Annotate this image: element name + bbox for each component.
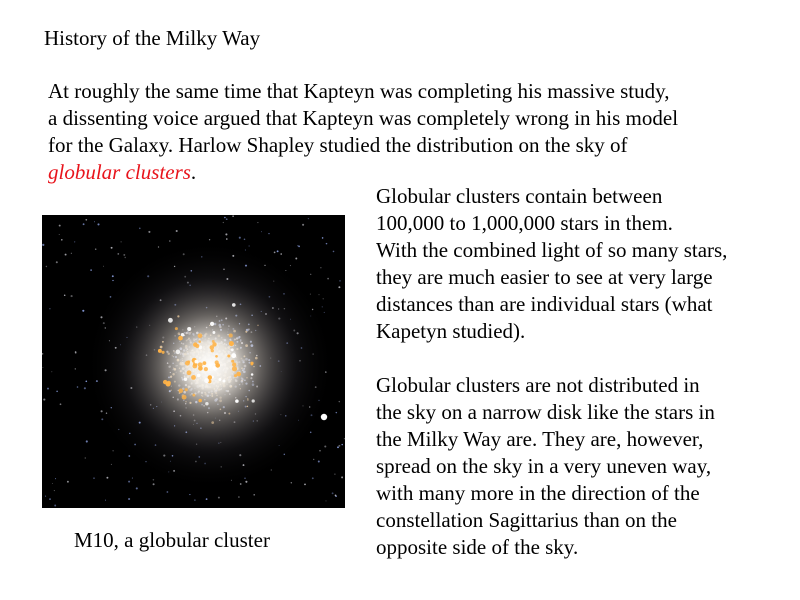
globular-clusters-emphasis: globular clusters	[48, 160, 191, 184]
paragraph-gap	[376, 345, 786, 372]
globular-cluster-photo	[42, 215, 345, 508]
slide-title: History of the Milky Way	[44, 26, 261, 50]
paragraph2-line: the sky on a narrow disk like the stars in	[376, 400, 715, 424]
paragraph2-line: opposite side of the sky.	[376, 535, 579, 559]
right-column-text	[376, 183, 786, 561]
intro-paragraph	[48, 78, 778, 186]
paragraph1-line: distances than are individual stars (what	[376, 292, 713, 316]
paragraph1-line: Globular clusters contain between	[376, 184, 663, 208]
paragraph1-line: 100,000 to 1,000,000 stars in them.	[376, 211, 673, 235]
intro-trailing: .	[190, 160, 197, 184]
paragraph1-line: Kapetyn studied).	[376, 319, 526, 343]
paragraph2-line: with many more in the direction of the	[376, 481, 700, 505]
intro-line: At roughly the same time that Kapteyn was completing his massive study,	[48, 79, 670, 103]
intro-line: for the Galaxy. Harlow Shapley studied the distribution on the sky of	[48, 133, 628, 157]
image-caption: M10, a globular cluster	[74, 528, 270, 552]
paragraph1-line: With the combined light of so many stars,	[376, 238, 728, 262]
globular-cluster-image	[42, 215, 345, 508]
paragraph2-line: constellation Sagittarius than on the	[376, 508, 677, 532]
intro-last-line	[48, 159, 778, 186]
intro-line: a dissenting voice argued that Kapteyn was completely wrong in his model	[48, 106, 679, 130]
paragraph2-line: spread on the sky in a very uneven way,	[376, 454, 712, 478]
paragraph2-line: Globular clusters are not distributed in	[376, 373, 700, 397]
paragraph2-line: the Milky Way are. They are, however,	[376, 427, 704, 451]
paragraph1-line: they are much easier to see at very large	[376, 265, 713, 289]
